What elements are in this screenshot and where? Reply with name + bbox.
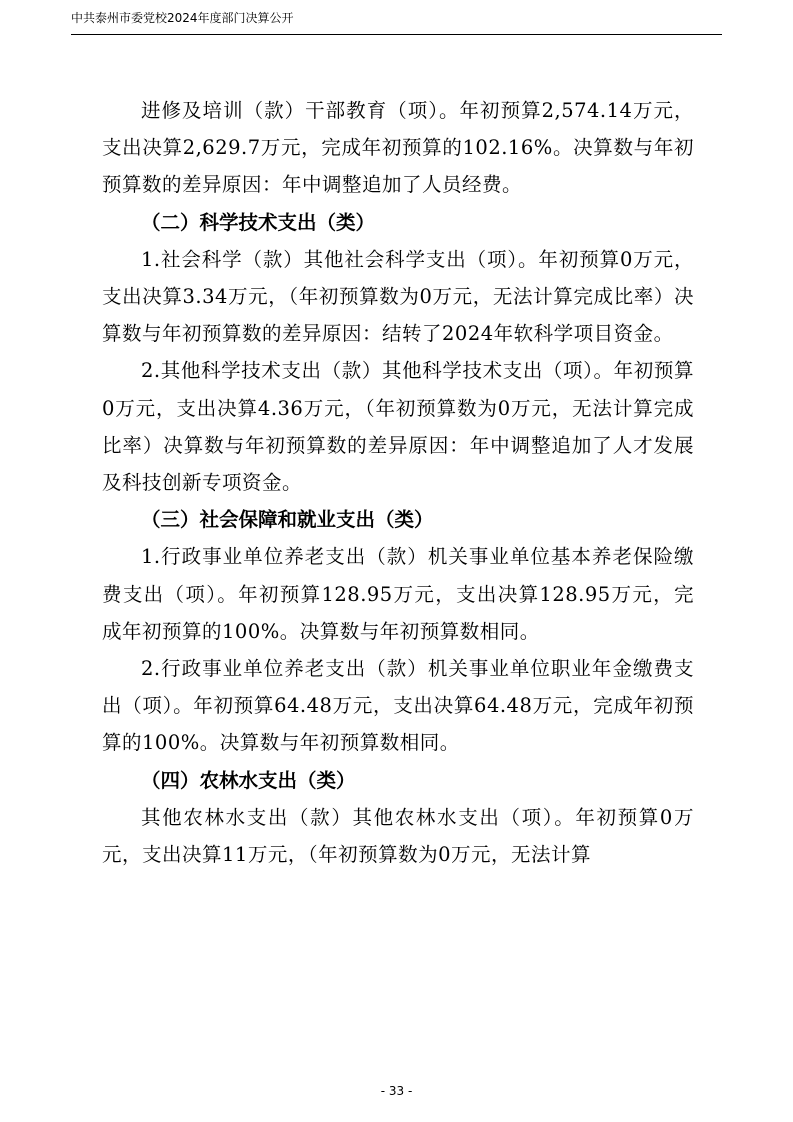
paragraph-occupational-annuity: 2.行政事业单位养老支出（款）机关事业单位职业年金缴费支出（项）。年初预算64.48万元，支出决算64.48万元，完成年初预算的100%。决算数与年初预算数相同。 <box>102 657 694 755</box>
section-heading-agriculture: （四）农林水支出（类） <box>141 768 356 792</box>
paragraph-basic-pension: 1.行政事业单位养老支出（款）机关事业单位基本养老保险缴费支出（项）。年初预算128.95万元，支出决算128.95万元，完成年初预算的100%。决算数与年初预算数相同。 <box>102 545 694 643</box>
section-heading-science-tech: （二）科学技术支出（类） <box>141 210 376 234</box>
section-heading-social-security: （三）社会保障和就业支出（类） <box>141 508 434 532</box>
document-header: 中共泰州市委党校2024年度部门决算公开 <box>71 11 294 25</box>
paragraph-other-agriculture: 其他农林水支出（款）其他农林水支出（项）。年初预算0万元，支出决算11万元，（年初预算数为0万元，无法计算 <box>102 805 694 867</box>
page-number: - 33 - <box>380 1084 413 1098</box>
header-divider <box>71 34 722 35</box>
paragraph-education-training: 进修及培训（款）干部教育（项）。年初预算2,574.14万元，支出决算2,629.7万元，完成年初预算的102.16%。决算数与年初预算数的差异原因：年中调整追加了人员经费。 <box>102 99 694 197</box>
paragraph-social-science: 1.社会科学（款）其他社会科学支出（项）。年初预算0万元，支出决算3.34万元，（年初预算数为0万元，无法计算完成比率）决算数与年初预算数的差异原因：结转了2024年软科学项目资金。 <box>102 247 694 346</box>
paragraph-other-science-tech: 2.其他科学技术支出（款）其他科学技术支出（项）。年初预算0万元，支出决算4.36万元，（年初预算数为0万元，无法计算完成比率）决算数与年初预算数的差异原因：年中调整追加了人才发展及科技创新专项资金。 <box>102 359 694 495</box>
document-body <box>102 92 694 873</box>
